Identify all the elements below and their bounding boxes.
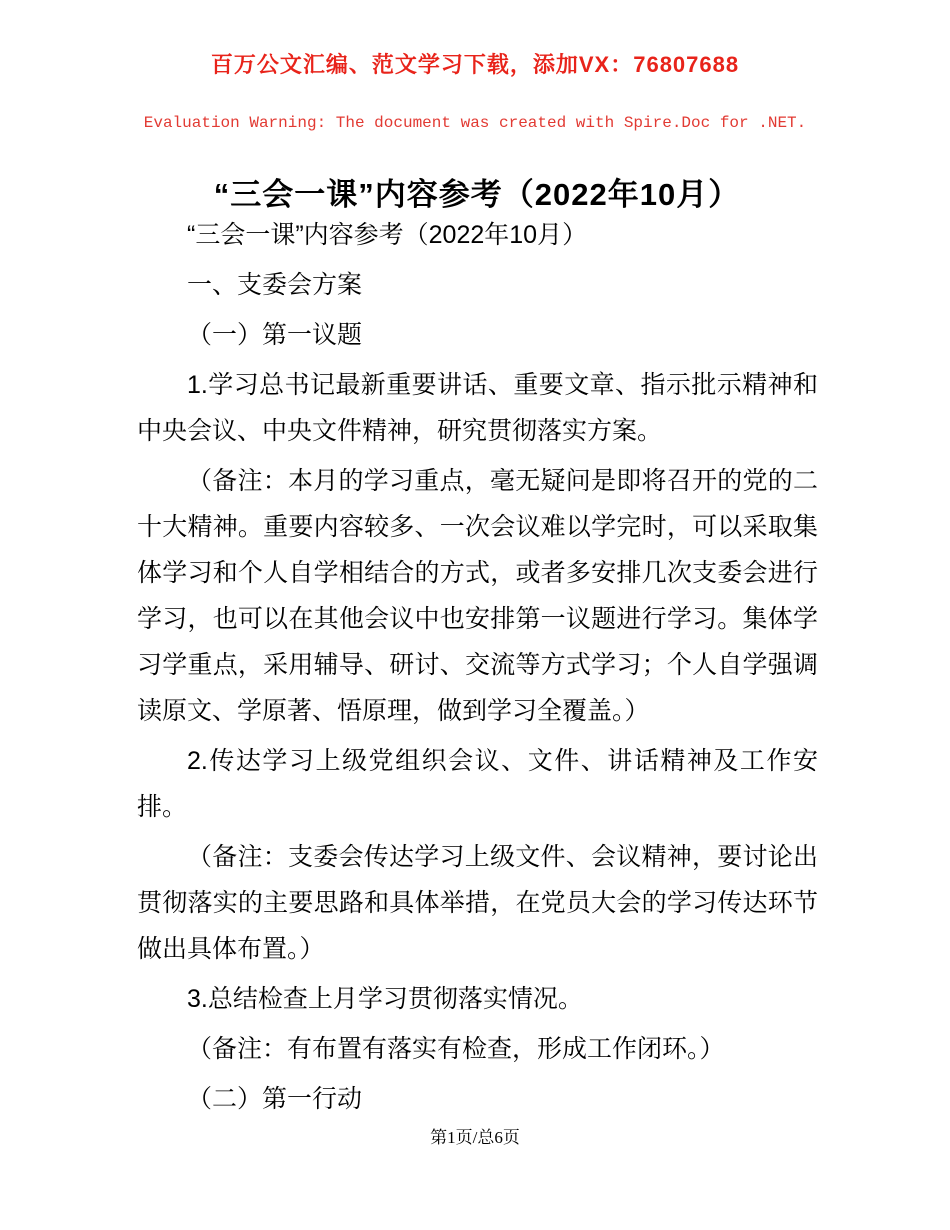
evaluation-warning-text: Evaluation Warning: The document was created with Spire.Doc for .NET. <box>143 114 807 132</box>
document-body <box>137 212 818 1126</box>
promo-notice-text: 百万公文汇编、范文学习下载，添加VX：76807688 <box>210 52 740 77</box>
page-number-indicator: 第1页/总6页 <box>430 1128 520 1147</box>
body-paragraph-item-1: 1.学习总书记最新重要讲话、重要文章、指示批示精神和中央会议、中央文件精神，研究贯彻落实方案。 <box>137 371 818 445</box>
body-paragraph-note-1: （备注：本月的学习重点，毫无疑问是即将召开的党的二十大精神。重要内容较多、一次会议难以学完时，可以采取集体学习和个人自学相结合的方式，或者多安排几次支委会进行学习，也可以在其他会议中也安排第一议题进行学习。集体学习学重点，采用辅导、研讨、交流等方式学习；个人自学强调读原文、学原著、悟原理，做到学习全覆盖。） <box>137 467 818 725</box>
subsection-heading-1-1: （一）第一议题 <box>187 321 363 349</box>
document-title: “三会一课”内容参考（2022年10月） <box>213 176 741 212</box>
body-paragraph-note-2: （备注：支委会传达学习上级文件、会议精神，要讨论出贯彻落实的主要思路和具体举措，在党员大会的学习传达环节做出具体布置。） <box>137 843 818 963</box>
section-heading-one: 一、支委会方案 <box>187 271 363 299</box>
body-paragraph-note-3: （备注：有布置有落实有检查，形成工作闭环。） <box>187 1035 725 1063</box>
body-paragraph-item-2: 2.传达学习上级党组织会议、文件、讲话精神及工作安排。 <box>137 747 818 821</box>
subtitle-paragraph: “三会一课”内容参考（2022年10月） <box>187 221 588 249</box>
subsection-heading-1-2: （二）第一行动 <box>187 1085 363 1113</box>
body-paragraph-item-3: 3.总结检查上月学习贯彻落实情况。 <box>187 985 583 1013</box>
